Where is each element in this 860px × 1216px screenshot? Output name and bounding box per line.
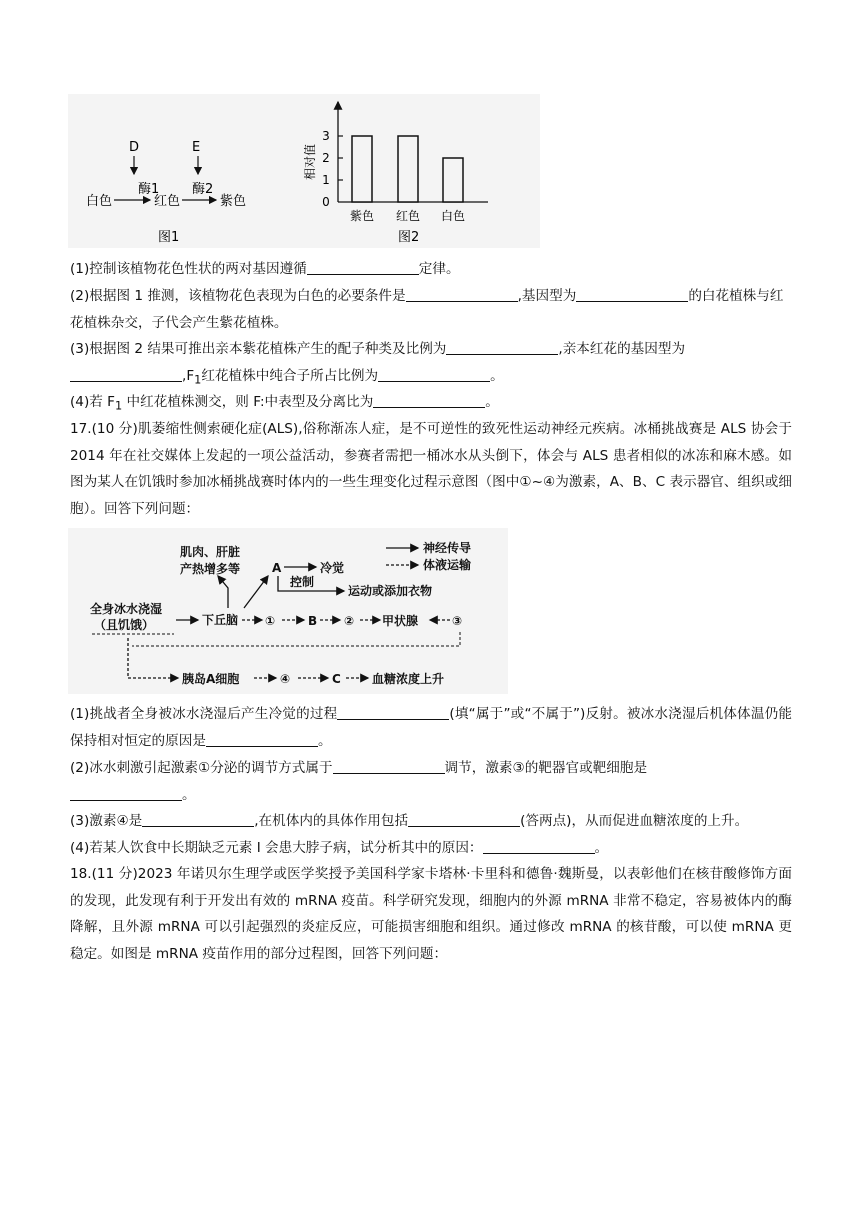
y-tick-label: 1 [322,173,330,187]
y-tick-label: 3 [322,129,330,143]
y-tick-label: 0 [322,195,330,209]
bar-2 [443,158,463,202]
enzyme-1: 酶1 [138,182,160,197]
hungry: （且饥饿） [94,618,155,632]
bar-1 [398,136,418,202]
thyroid: 甲状腺 [382,614,419,628]
hypothalamus: 下丘脑 [202,613,239,627]
node-a: A [272,561,282,575]
q16-3: (3)根据图 2 结果可推出亲本紫花植株产生的配子种类及比例为 ,亲本红花的基因型为 $,F_1$红花植株中纯合子所占比例为 。 [70,341,686,387]
enzyme-2: 酶2 [192,182,214,197]
q16-4: (4)若 $F_1$ 中红花植株测交，则 F:中表型及分离比为 。 [70,394,499,413]
answer-blank[interactable] [70,785,182,801]
q17-intro: 17.(10 分)肌萎缩性侧索硬化症(ALS),俗称渐冻人症，是不可逆性的致死性运动神经元疾病。冰桶挑战赛是 ALS 协会于 2014 年在社交媒体上发起的一项公益活动，参赛者需把一桶冰水从头倒下，体会与 ALS 患者相似的冰冻和麻木感。如图为某人在饥饿时参加冰桶挑战赛时体内的一些生理变化过程示意图（图中①~④为激素，A、B、C 表示器官、组织或细胞）。回答下列问题： [70,421,792,517]
label-red: 红色 [154,194,181,209]
label-white: 白色 [86,194,113,209]
hormone-1: ① [265,614,276,628]
cold-sense: 冷觉 [320,561,345,575]
figure-1-label: 图1 [158,230,180,245]
q17-4: (4)若某人饮食中长期缺乏元素 I 会患大脖子病，试分析其中的原因： 。 [70,840,609,856]
node-b: B [308,614,318,628]
answer-blank[interactable] [70,366,182,382]
muscle-liver: 肌肉、肝脏 [180,545,241,559]
bar-0 [352,136,372,202]
answer-blank[interactable] [206,731,318,747]
chart-ylabel: 相对值 [303,143,317,181]
legend-fluid: 体液运输 [423,558,472,572]
figure-1-2 [68,94,540,248]
figure-2-label: 图2 [398,230,420,245]
legend-nerve: 神经传导 [423,541,472,555]
answer-blank[interactable] [406,286,518,302]
glucose-rise: 血糖浓度上升 [372,672,445,686]
x-tick-label: 紫色 [349,209,375,223]
answer-blank[interactable] [307,259,419,275]
q17-2: (2)冰水刺激引起激素①分泌的调节方式属于 调节，激素③的靶器官或靶细胞是 。 [70,760,648,803]
node-c: C [332,672,341,686]
answer-blank[interactable] [378,366,490,382]
islet-a-cell: 胰岛A细胞 [182,672,240,686]
answer-blank[interactable] [483,838,595,854]
q16-2: (2)根据图 1 推测，该植物花色表现为白色的必要条件是 ,基因型为 的白花植株与红花植株杂交，子代会产生紫花植株。 [70,288,784,331]
ice-water: 全身冰水浇湿 [90,602,163,616]
motion-label: 运动或添加衣物 [348,584,433,598]
q17-3: (3)激素④是 ,在机体内的具体作用包括 (答两点)，从而促进血糖浓度的上升。 [70,813,749,829]
hormone-4: ④ [280,672,291,686]
answer-blank[interactable] [142,811,254,827]
hormone-3: ③ [452,614,463,628]
label-purple: 紫色 [220,194,247,209]
diagram-svg [68,528,508,694]
q16-1: (1)控制该植物花色性状的两对基因遵循 定律。 [70,261,460,277]
answer-blank[interactable] [408,811,520,827]
gene-d: D [129,140,140,155]
control-label: 控制 [290,575,315,589]
answer-blank[interactable] [373,392,485,408]
y-tick-label: 2 [322,151,330,165]
heat-more: 产热增多等 [180,562,241,576]
figure-ice-bucket [68,528,508,694]
figure-svg [68,94,540,248]
answer-blank[interactable] [337,704,449,720]
gene-e: E [192,140,201,155]
q17-1: (1)挑战者全身被冰水浇湿后产生冷觉的过程 (填“属于”或“不属于”)反射。被冰水浇湿后机体体温仍能保持相对恒定的原因是 。 [70,706,792,749]
x-tick-label: 白色 [440,209,466,223]
answer-blank[interactable] [446,339,558,355]
answer-blank[interactable] [576,286,688,302]
answer-blank[interactable] [333,758,445,774]
hormone-2: ② [344,614,355,628]
q18-intro: 18.(11 分)2023 年诺贝尔生理学或医学奖授予美国科学家卡塔林·卡里科和德鲁·魏斯曼，以表彰他们在核苷酸修饰方面的发现，此发现有利于开发出有效的 mRNA 疫苗。科学研究发现，细胞内的外源 mRNA 非常不稳定，容易被体内的酶降解，且外源 mRNA 可以引起强烈的炎症反应，可能损害细胞和组织。通过修改 mRNA 的核苷酸，可以使 mRNA 更稳定。如图是 mRNA 疫苗作用的部分过程图，回答下列问题： [70,866,792,962]
x-tick-label: 红色 [395,209,421,223]
